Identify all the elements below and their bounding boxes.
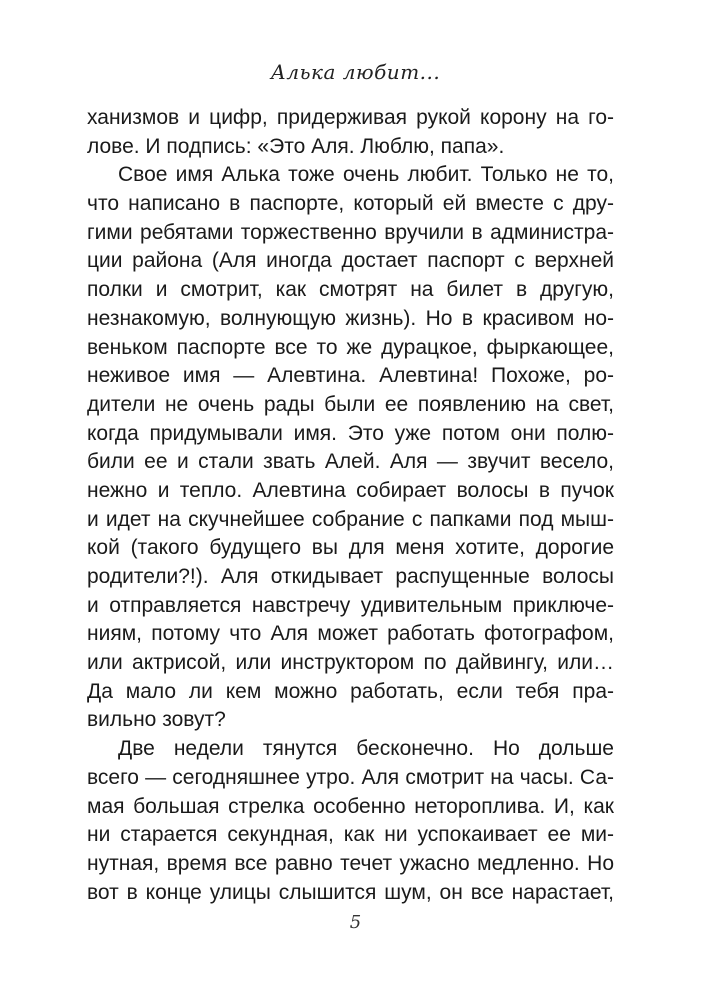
text-line: веньком паспорте все то же дурацкое, фыркающее, xyxy=(87,335,614,359)
text-line: Свое имя Алька тоже очень любит. Только не то, xyxy=(118,163,614,187)
text-line: гими ребятами торжественно вручили в администра- xyxy=(87,220,614,244)
text-line: нутная, время все равно течет ужасно медленно. Но xyxy=(87,851,614,875)
text-line: Да мало ли кем можно работать, если тебя пра- xyxy=(87,679,614,703)
text-line: ниям, потому что Аля может работать фотографом, xyxy=(87,622,614,646)
text-line: что написано в паспорте, который ей вместе с дру- xyxy=(87,192,614,216)
text-line: кой (такого будущего вы для меня хотите, дорогие xyxy=(87,536,614,560)
text-line: ханизмов и цифр, придерживая рукой корону на го- xyxy=(87,106,614,129)
text-line: незнакомую, волнующую жизнь). Но в красивом но- xyxy=(87,306,614,330)
text-line: родители?!). Аля откидывает распущенные волосы xyxy=(87,565,614,588)
text-line: и идет на скучнейшее собрание с папками под мыш- xyxy=(87,507,614,531)
text-line: ни старается секундная, как ни успокаивает ее ми- xyxy=(87,823,614,847)
running-header: Алька любит... xyxy=(270,60,441,84)
text-line: неживое имя — Алевтина. Алевтина! Похоже, ро- xyxy=(87,364,614,388)
text-line: Две недели тянутся бесконечно. Но дольше xyxy=(118,737,614,761)
text-line: полки и смотрит, как смотрят на билет в другую, xyxy=(87,278,614,302)
text-line: нежно и тепло. Алевтина собирает волосы в пучок xyxy=(87,478,614,502)
text-line: дители не очень рады были ее появлению на свет, xyxy=(87,392,614,416)
page-number: 5 xyxy=(349,912,362,933)
text-line: лове. И подпись: «Это Аля. Люблю, папа». xyxy=(87,134,505,158)
text-line: когда придумывали имя. Это уже потом они полю- xyxy=(87,421,614,445)
text-line: или актрисой, или инструктором по дайвингу, или… xyxy=(87,651,614,675)
text-line: и отправляется навстречу удивительным приключе- xyxy=(87,593,614,617)
text-line: всего — сегодняшнее утро. Аля смотрит на часы. Са- xyxy=(87,765,614,789)
text-line: вильно зовут? xyxy=(87,708,226,732)
text-line: ции района (Аля иногда достает паспорт с верхней xyxy=(87,249,614,273)
text-line: мая большая стрелка особенно неторопливa. И, как xyxy=(87,794,614,818)
text-line: вот в конце улицы слышится шум, он все нарастает, xyxy=(87,880,614,904)
body-text xyxy=(87,104,614,907)
text-line: били ее и стали звать Алей. Аля — звучит весело, xyxy=(87,450,614,474)
